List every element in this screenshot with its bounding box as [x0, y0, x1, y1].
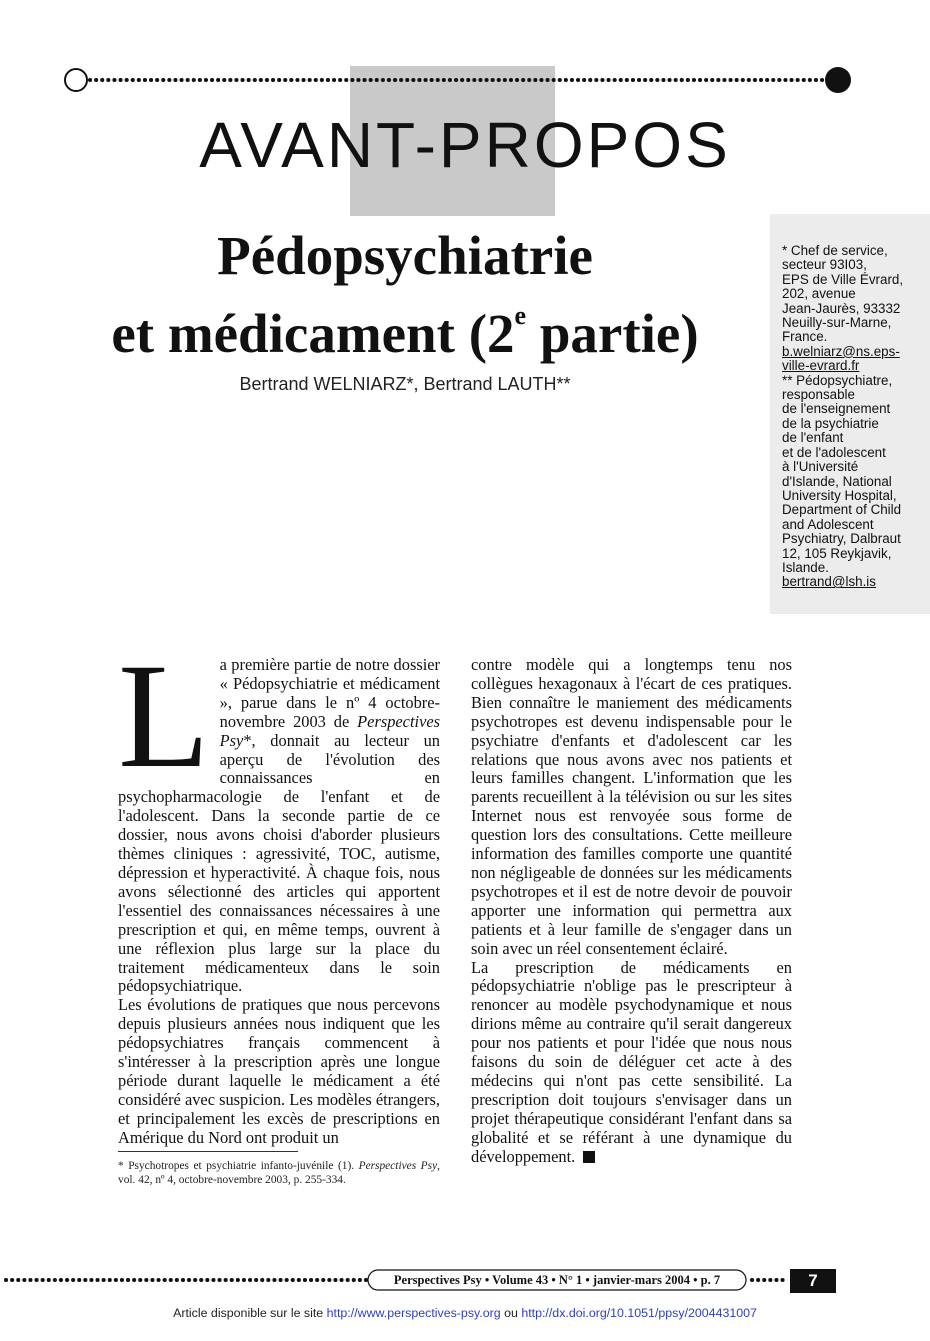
end-of-article-mark [583, 1151, 595, 1163]
affiliation-line: responsable [782, 387, 855, 403]
affiliation-line: de la psychiatrie [782, 415, 879, 431]
affiliation-line: d'Islande, National [782, 473, 892, 489]
body-column-right [471, 656, 792, 1166]
paragraph-1: La première partie de notre dossier « Pédopsychiatrie et médicament », parue dans le nº 4 octobre-novembre 2003 de Perspectives Psy*, donnait au lecteur un aperçu de l'évolution des connaissances en psychopharmacologie de l'enfant et de l'adolescent. Dans la seconde partie de ce dossier, nous avons choisi d'aborder plusieurs thèmes cliniques : agressivité, TOC, autisme, dépression et hyperactivité. À chaque fois, nous avons sélectionné des articles qui apportent l'essentiel des connaissances nécessaires à une prescription et qui, en même temps, ouvrent à une réflexion plus large sur la place du traitement médicamenteux dans le soin pédopsychiatrique. [118, 633, 440, 996]
affiliation-line: de l'enfant [782, 430, 844, 446]
affiliation-line[interactable]: bertrand@lsh.is [782, 574, 876, 590]
affiliation-line: * Chef de service, [782, 243, 888, 258]
article-title-line-2: et médicament (2e partie) [111, 301, 699, 364]
affiliation-line: Neuilly-sur-Marne, [782, 315, 892, 331]
affiliation-line: ** Pédopsychiatre, [782, 372, 893, 388]
affiliation-line: Jean-Jaurès, 93332 [782, 300, 901, 316]
affiliation-text [782, 244, 928, 590]
affiliation-line: University Hospital, [782, 487, 897, 503]
footnote-rule [118, 1151, 298, 1152]
top-dotted-rule [64, 66, 852, 94]
paragraph-2-start: Les évolutions de pratiques que nous percevons depuis plusieurs années nous indiquent que les pédopsychiatres français commencent à s'intéresser à la prescription après une longue période durant laquelle le médicament a été considéré avec suspicion. Les modèles étrangers, et principalement les excès de prescriptions en Amérique du Nord ont produit un [118, 995, 440, 1147]
affiliation-line: secteur 93I03, [782, 257, 867, 273]
authors: Bertrand WELNIARZ*, Bertrand LAUTH** [239, 374, 571, 394]
affiliation-line: Islande. [782, 559, 829, 575]
affiliation-line: France. [782, 329, 828, 345]
page-number: 7 [790, 1269, 836, 1293]
affiliation-line: and Adolescent [782, 516, 874, 532]
journal-citation: Perspectives Psy • Volume 43 • N° 1 • janvier-mars 2004 • p. 7 [393, 1273, 721, 1287]
affiliation-line: Department of Child [782, 502, 902, 518]
body-column-left [118, 633, 440, 1148]
affiliation-line: Psychiatry, Dalbraut [782, 531, 901, 547]
affiliation-line: 12, 105 Reykjavik, [782, 545, 892, 561]
affiliation-line[interactable]: ville-evrard.fr [782, 358, 860, 374]
affiliation-line: 202, avenue [782, 286, 856, 302]
affiliation-line: à l'Université [782, 459, 859, 475]
drop-cap: L [118, 633, 210, 799]
affiliation-line: de l'enseignement [782, 401, 891, 417]
section-title: AVANT-PROPOS [199, 109, 731, 181]
article-title-line-1: Pédopsychiatrie [217, 225, 593, 286]
affiliation-line: EPS de Ville Évrard, [782, 271, 904, 287]
footnote: * Psychotropes et psychiatrie infanto-juvénile (1). Perspectives Psy, vol. 42, nº 4, octobre-novembre 2003, p. 255-334. [118, 1160, 440, 1186]
doi-link[interactable]: http://dx.doi.org/10.1051/ppsy/2004431007 [521, 1306, 757, 1320]
site-link[interactable]: http://www.perspectives-psy.org [326, 1306, 501, 1320]
paragraph-2-end: contre modèle qui a longtemps tenu nos collègues hexagonaux à l'écart de ces pratiques. Bien connaître le maniement des médicaments psychotropes est devenu indispensable pour le psychiatre d'enfants et d'adolescent car les relations que nous avons avec nos patients et leurs familles changent. L'information que les parents recueillent à la télévision ou sur les sites Internet nous est renvoyée sous forme de question lors des consultations. Cette meilleure information des familles comporte une quantité non négligeable de données sur les médicaments psychotropes et il est de notre devoir de pouvoir apporter une information qui permettra aux patients et à leur famille de s'engager dans un soin avec un réel consentement éclairé. [471, 655, 792, 958]
affiliation-line: et de l'adolescent [782, 444, 886, 460]
article-title [60, 226, 750, 364]
paragraph-3: La prescription de médicaments en pédopsychiatrie n'oblige pas le prescripteur à renoncer au modèle psychodynamique et nous dirions même au contraire qu'il serait dangereux pour nos patients et pour l'idée que nous nous faisons du soin de déléguer cet acte à des médecins qui n'ont pas cette sensibilité. La prescription doit toujours s'envisager dans un projet thérapeutique considérant l'enfant dans sa globalité et se référant à une dynamique du développement. [471, 957, 792, 1166]
affiliation-line[interactable]: b.welniarz@ns.eps- [782, 343, 900, 359]
availability-note: Article disponible sur le site http://www.perspectives-psy.org ou http://dx.doi.org/10.1051/ppsy/2004431007 [173, 1306, 757, 1320]
